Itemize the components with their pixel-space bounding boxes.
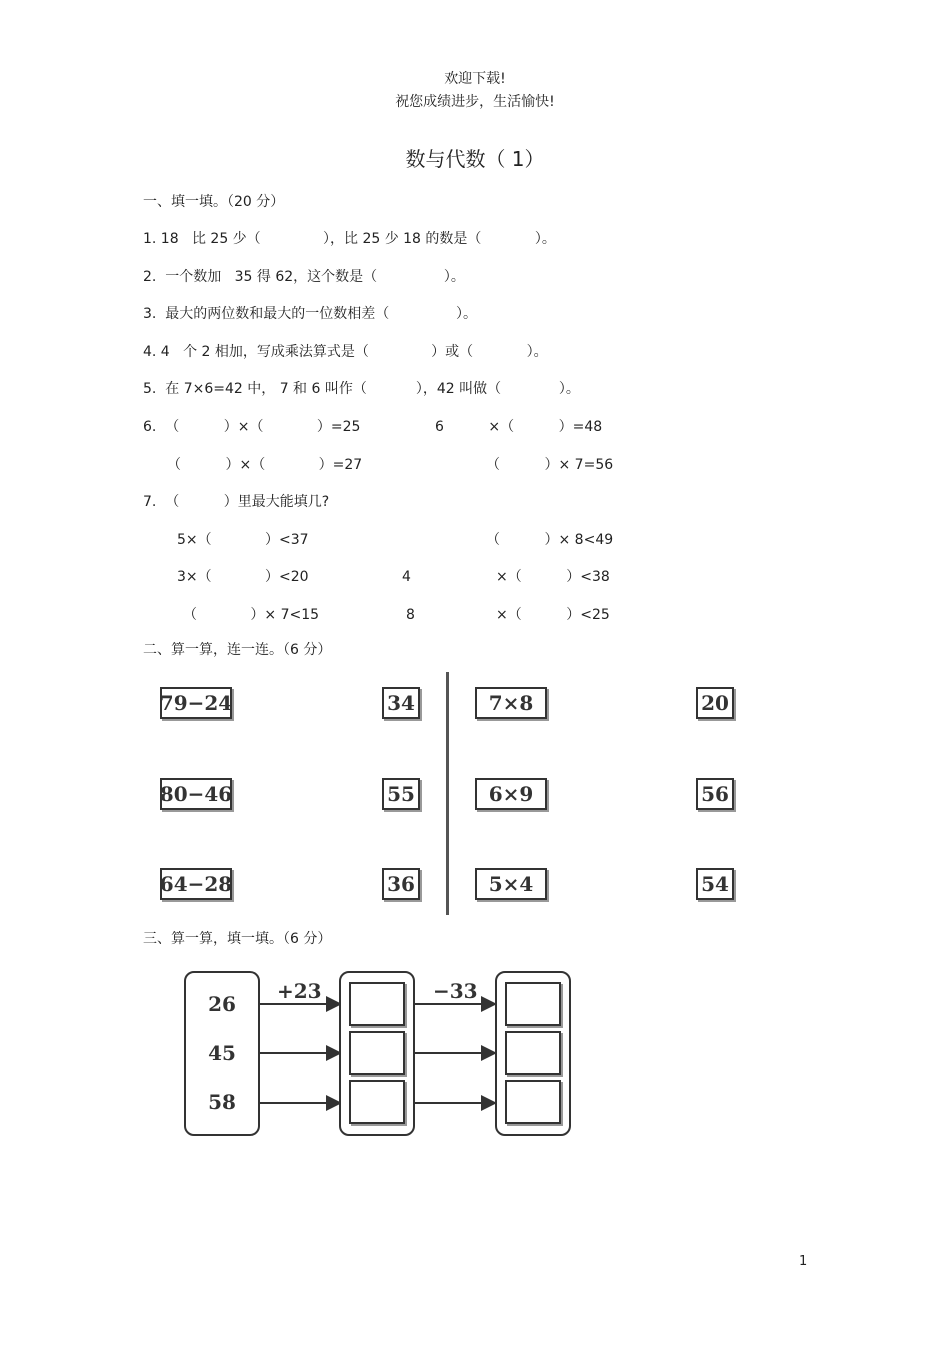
- expr-box-79-24[interactable]: 79−24: [160, 687, 232, 719]
- question-4: 4. 4 个 2 相加，写成乘法算式是（ ）或（ ）。: [143, 344, 548, 360]
- section3-heading: 三、算一算，填一填。（6 分）: [143, 931, 332, 947]
- question-6b: 6 ×（ ）=48: [435, 419, 603, 435]
- section2-heading: 二、算一算，连一连。（6 分）: [143, 642, 332, 658]
- question-6a: 6. （ ）×（ ）=25: [143, 419, 361, 435]
- header-line-1: 欢迎下载!: [444, 71, 506, 87]
- page-number: 1: [799, 1254, 808, 1269]
- expr-box-7x8[interactable]: 7×8: [475, 687, 547, 719]
- expr-box-5x4[interactable]: 5×4: [475, 868, 547, 900]
- question-7a: 5×（ ）<37: [177, 532, 309, 548]
- expr-box-64-28[interactable]: 64−28: [160, 868, 232, 900]
- answer-box-36[interactable]: 36: [382, 868, 420, 900]
- answer-box-54[interactable]: 54: [696, 868, 734, 900]
- answer-box-56[interactable]: 56: [696, 778, 734, 810]
- start-value-58: 58: [208, 1090, 236, 1114]
- question-7h: ×（ ）<25: [496, 607, 610, 623]
- question-7e: ×（ ）<38: [496, 569, 610, 585]
- answer-slot-mid-2[interactable]: [349, 1031, 405, 1075]
- answer-slot-end-3[interactable]: [505, 1080, 561, 1124]
- question-7d: 4: [402, 569, 411, 585]
- start-value-45: 45: [208, 1041, 236, 1065]
- answer-box-55[interactable]: 55: [382, 778, 420, 810]
- question-7c: 3×（ ）<20: [177, 569, 309, 585]
- question-7b: （ ）× 8<49: [486, 532, 614, 548]
- answer-slot-mid-1[interactable]: [349, 982, 405, 1026]
- question-2: 2. 一个数加 35 得 62，这个数是（ ）。: [143, 269, 465, 285]
- question-6d: （ ）× 7=56: [486, 457, 614, 473]
- start-value-26: 26: [208, 992, 236, 1016]
- answer-slot-mid-3[interactable]: [349, 1080, 405, 1124]
- header-line-2: 祝您成绩进步，生活愉快!: [395, 94, 555, 110]
- question-7f: （ ）× 7<15: [183, 607, 320, 623]
- answer-slot-end-1[interactable]: [505, 982, 561, 1026]
- expr-box-6x9[interactable]: 6×9: [475, 778, 547, 810]
- section1-heading: 一、填一填。（20 分）: [143, 194, 285, 210]
- expr-box-80-46[interactable]: 80−46: [160, 778, 232, 810]
- question-1: 1. 18 比 25 少（ ），比 25 少 18 的数是（ ）。: [143, 231, 556, 247]
- question-6c: （ ）×（ ）=27: [167, 457, 363, 473]
- question-5: 5. 在 7×6=42 中， 7 和 6 叫作（ ），42 叫做（ ）。: [143, 381, 580, 397]
- answer-slot-end-2[interactable]: [505, 1031, 561, 1075]
- answer-box-20[interactable]: 20: [696, 687, 734, 719]
- question-7g: 8: [406, 607, 415, 623]
- question-7: 7. （ ）里最大能填几?: [143, 494, 330, 510]
- operation-minus-33: −33: [433, 979, 478, 1003]
- operation-plus-23: +23: [277, 979, 322, 1003]
- page-title: 数与代数（ 1）: [405, 147, 545, 171]
- question-3: 3. 最大的两位数和最大的一位数相差（ ）。: [143, 306, 478, 322]
- answer-box-34[interactable]: 34: [382, 687, 420, 719]
